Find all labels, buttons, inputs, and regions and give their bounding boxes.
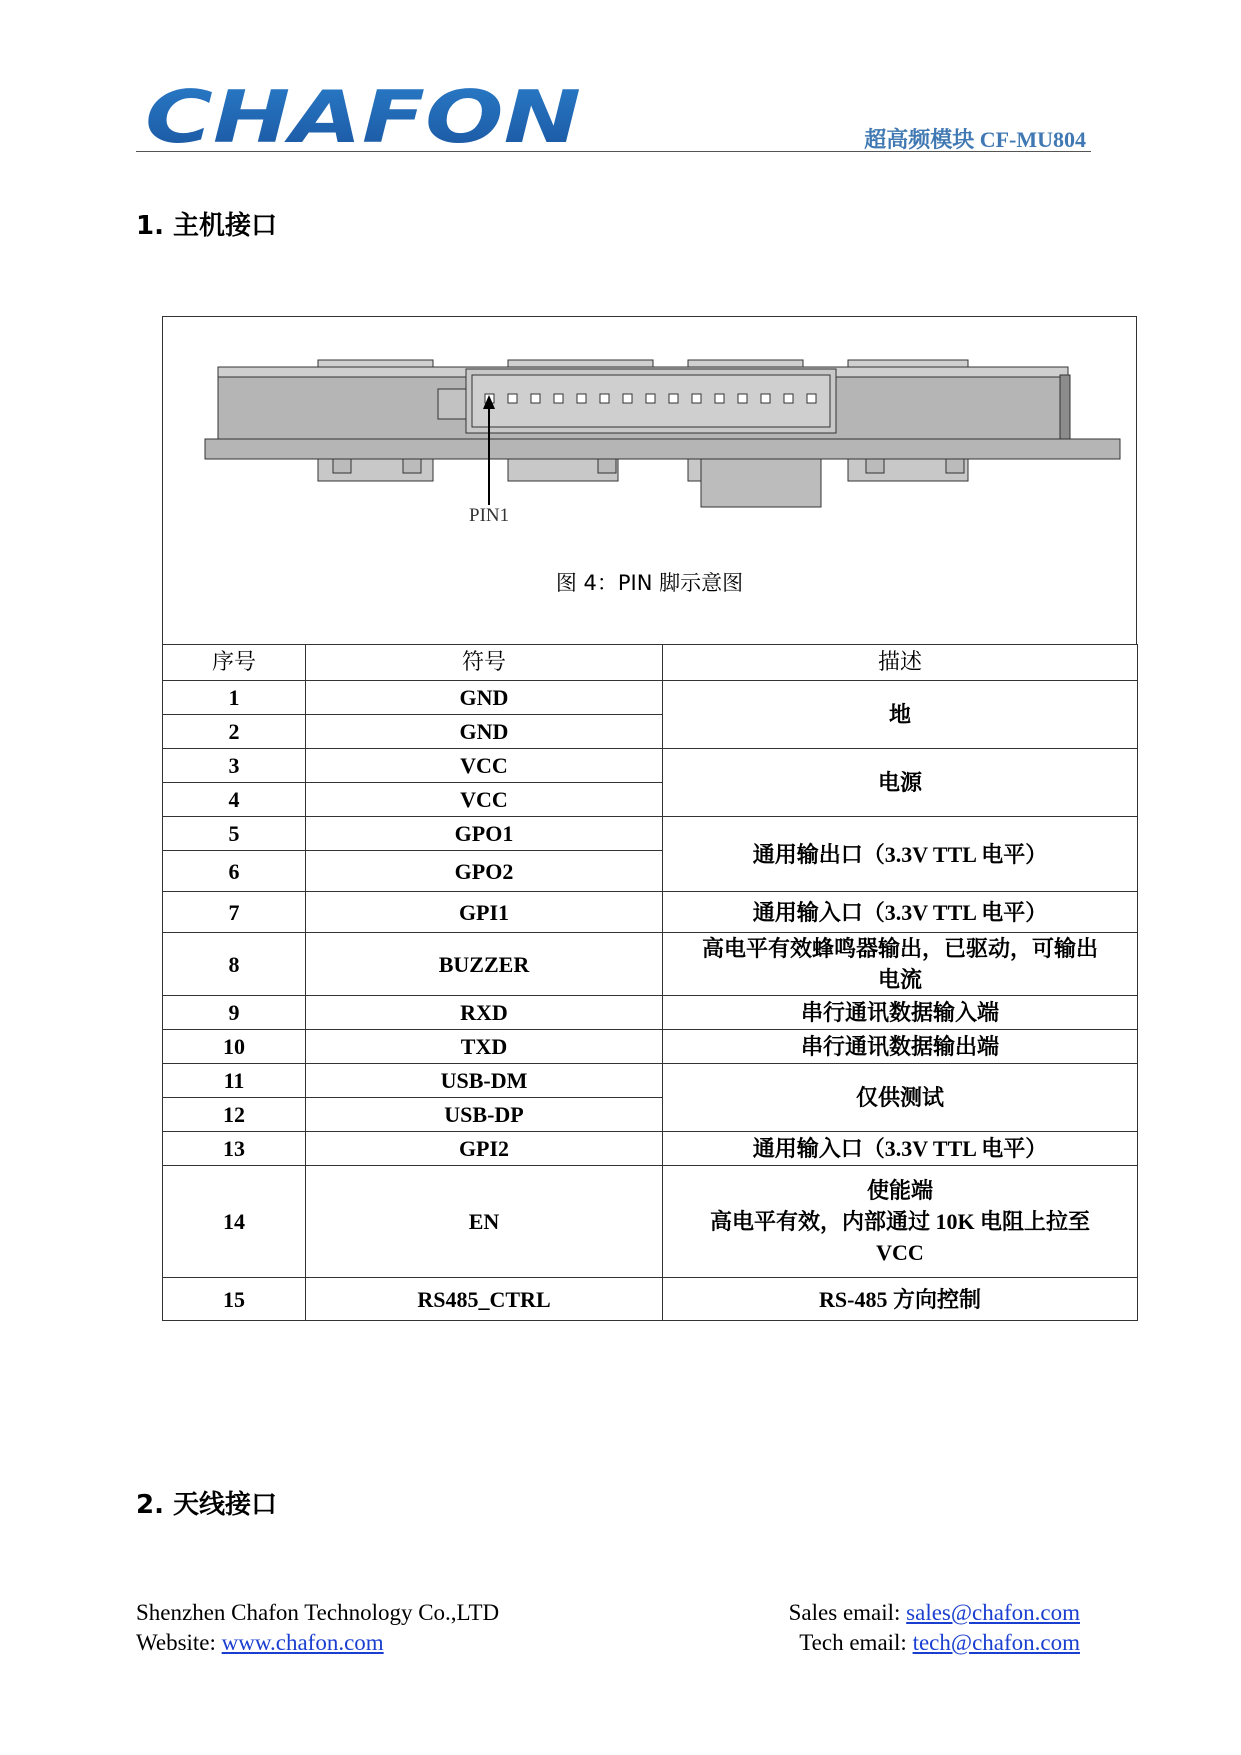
description-line: 电流	[877, 967, 922, 992]
pin-description: 通用输入口（3.3V TTL 电平）	[663, 892, 1138, 933]
pin-number: 7	[163, 892, 306, 933]
pin-description: 串行通讯数据输出端	[663, 1030, 1138, 1064]
chafon-logo	[145, 75, 585, 159]
table-row	[163, 1030, 1138, 1064]
pin-number: 3	[163, 749, 306, 783]
pin-number: 9	[163, 996, 306, 1030]
svg-text:CHAFON: CHAFON	[145, 75, 581, 159]
description-line: 高电平有效蜂鸣器输出，已驱动，可输出	[701, 936, 1098, 961]
tech-email-line	[789, 1628, 1080, 1658]
pin-table	[162, 644, 1138, 1321]
tech-email-label: Tech email:	[799, 1630, 913, 1655]
description-line: VCC	[876, 1240, 924, 1265]
pin-symbol: GND	[306, 715, 663, 749]
pin-number: 8	[163, 933, 306, 996]
pin-description	[663, 933, 1138, 996]
footer-left	[136, 1598, 499, 1658]
section-heading-host-interface: 1. 主机接口	[136, 211, 278, 241]
pin-number: 6	[163, 851, 306, 892]
table-row	[163, 749, 1138, 783]
pin-symbol: GPI2	[306, 1132, 663, 1166]
connector-pins	[485, 394, 816, 403]
tech-email-link[interactable]: tech@chafon.com	[912, 1630, 1080, 1655]
pin-description: 地	[663, 681, 1138, 749]
pin-number: 1	[163, 681, 306, 715]
pin-description: RS-485 方向控制	[663, 1278, 1138, 1321]
pin-symbol: GPI1	[306, 892, 663, 933]
pin-number: 14	[163, 1166, 306, 1278]
module-pin-diagram	[198, 355, 1118, 526]
pin1-label: PIN1	[469, 505, 510, 526]
website-label: Website:	[136, 1630, 222, 1655]
pin-symbol: USB-DP	[306, 1098, 663, 1132]
table-row	[163, 892, 1138, 933]
sales-email-link[interactable]: sales@chafon.com	[906, 1600, 1080, 1625]
pin-symbol: GND	[306, 681, 663, 715]
pin-number: 15	[163, 1278, 306, 1321]
pin-number: 2	[163, 715, 306, 749]
table-row	[163, 817, 1138, 851]
section-heading-antenna-interface: 2. 天线接口	[136, 1490, 278, 1520]
table-row	[163, 1132, 1138, 1166]
header-index: 序号	[163, 645, 306, 681]
header-divider	[136, 151, 1091, 152]
header-description: 描述	[663, 645, 1138, 681]
pin-number: 11	[163, 1064, 306, 1098]
website-link[interactable]: www.chafon.com	[221, 1630, 384, 1655]
company-name: Shenzhen Chafon Technology Co.,LTD	[136, 1600, 500, 1625]
pin-description: 电源	[663, 749, 1138, 817]
table-row	[163, 996, 1138, 1030]
pin-symbol: VCC	[306, 749, 663, 783]
table-row	[163, 933, 1138, 996]
pin-description	[663, 1166, 1138, 1278]
header-symbol: 符号	[306, 645, 663, 681]
website-line	[136, 1628, 499, 1658]
pin-number: 10	[163, 1030, 306, 1064]
pin-symbol: BUZZER	[306, 933, 663, 996]
pin-number: 5	[163, 817, 306, 851]
pin-symbol: RS485_CTRL	[306, 1278, 663, 1321]
pin-number: 4	[163, 783, 306, 817]
footer-right	[789, 1598, 1080, 1658]
description-line: 高电平有效，内部通过 10K 电阻上拉至	[709, 1209, 1091, 1234]
pin-description: 通用输出口（3.3V TTL 电平）	[663, 817, 1138, 892]
table-header-row	[163, 645, 1138, 681]
description-line: 使能端	[866, 1178, 933, 1203]
figure-caption: 图 4：PIN 脚示意图	[555, 571, 744, 595]
pin-description: 串行通讯数据输入端	[663, 996, 1138, 1030]
pin-symbol: GPO2	[306, 851, 663, 892]
pin-number: 12	[163, 1098, 306, 1132]
pin-figure	[162, 316, 1137, 644]
pin-symbol: GPO1	[306, 817, 663, 851]
table-row	[163, 1064, 1138, 1098]
table-row	[163, 681, 1138, 715]
pin-symbol: EN	[306, 1166, 663, 1278]
sales-email-label: Sales email:	[788, 1600, 907, 1625]
pin-symbol: USB-DM	[306, 1064, 663, 1098]
sales-email-line	[789, 1598, 1080, 1628]
pin-symbol: RXD	[306, 996, 663, 1030]
document-title: 超高频模块 CF-MU804	[864, 127, 1086, 152]
pin-number: 13	[163, 1132, 306, 1166]
pin-description: 仅供测试	[663, 1064, 1138, 1132]
pin-symbol: TXD	[306, 1030, 663, 1064]
pin-description: 通用输入口（3.3V TTL 电平）	[663, 1132, 1138, 1166]
table-row	[163, 1278, 1138, 1321]
table-row	[163, 1166, 1138, 1278]
pin-symbol: VCC	[306, 783, 663, 817]
